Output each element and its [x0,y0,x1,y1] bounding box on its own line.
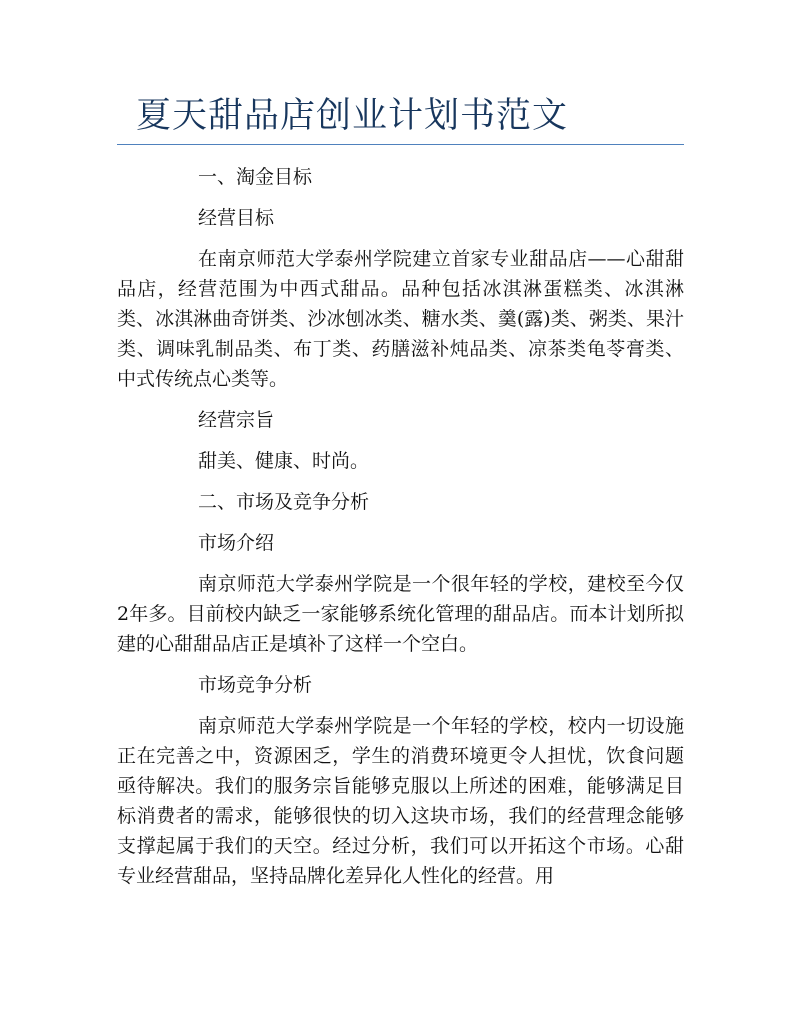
section-heading-market: 二、市场及竞争分析 [198,491,370,513]
title-underline [117,144,684,145]
document-body [117,162,684,891]
paragraph-business-goal: 在南京师范大学泰州学院建立首家专业甜品店——心甜甜品店，经营范围为中西式甜品。品种包括冰淇淋蛋糕类、冰淇淋类、冰淇淋曲奇饼类、沙冰刨冰类、糖水类、羹(露)类、粥类、果汁类、调味乳制品类、布丁类、药膳滋补炖品类、凉茶类龟苓膏类、中式传统点心类等。 [117,248,684,390]
paragraph-market-intro: 南京师范大学泰州学院是一个很年轻的学校，建校至今仅2年多。目前校内缺乏一家能够系统化管理的甜品店。而本计划所拟建的心甜甜品店正是填补了这样一个空白。 [117,573,684,655]
section-heading-goal: 一、淘金目标 [198,166,313,188]
paragraph-competition: 南京师范大学泰州学院是一个年轻的学校，校内一切设施正在完善之中，资源困乏，学生的消费环境更令人担忧，饮食问题亟待解决。我们的服务宗旨能够克服以上所述的困难，能够满足目标消费者的需求，能够很快的切入这块市场，我们的经营理念能够支撑起属于我们的天空。经过分析，我们可以开拓这个市场。心甜专业经营甜品，坚持品牌化差异化人性化的经营。用 [117,715,684,887]
paragraph-business-purpose: 甜美、健康、时尚。 [198,450,370,472]
subheading-market-intro: 市场介绍 [198,532,275,554]
document-title: 夏天甜品店创业计划书范文 [136,96,569,136]
subheading-business-purpose: 经营宗旨 [198,409,275,431]
subheading-competition: 市场竞争分析 [198,674,313,696]
subheading-business-goal: 经营目标 [198,207,275,229]
